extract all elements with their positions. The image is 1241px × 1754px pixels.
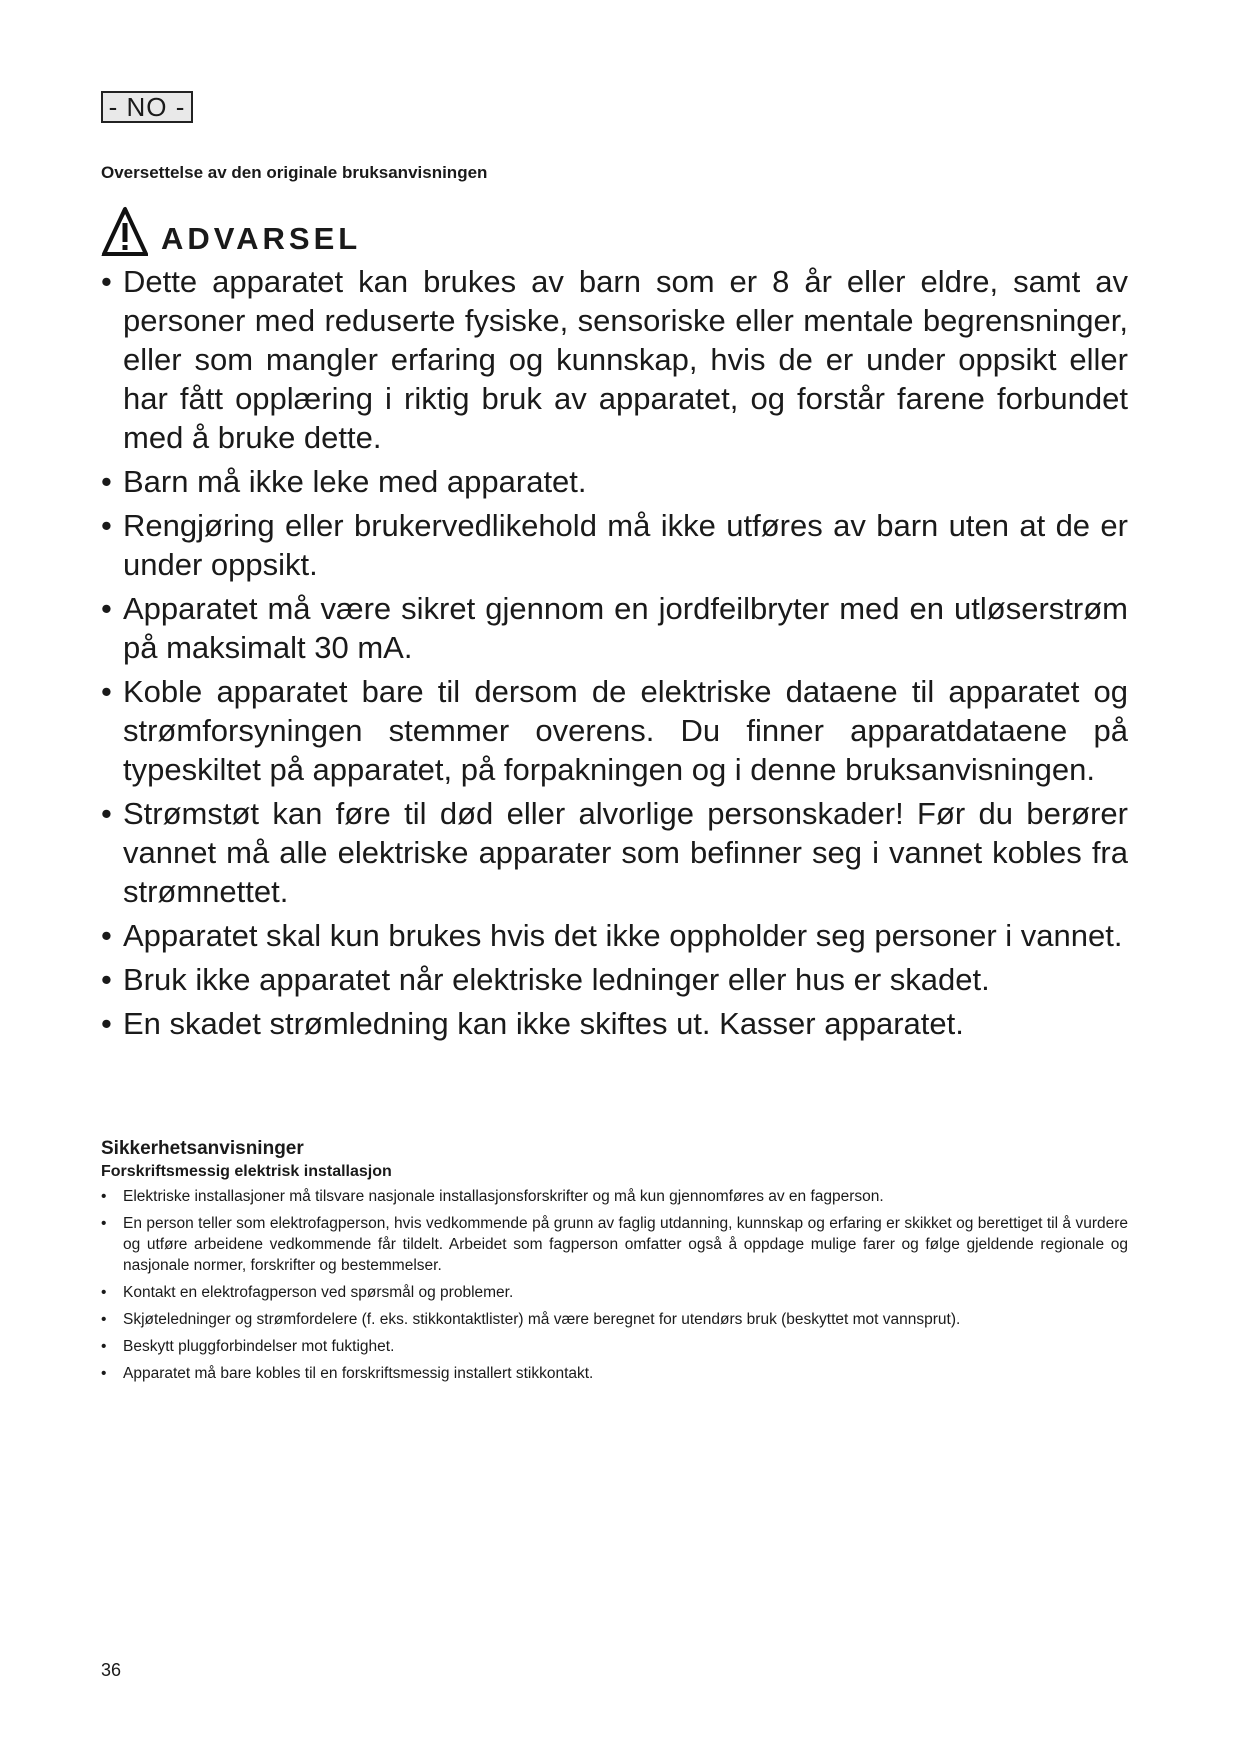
safety-item: • Kontakt en elektrofagperson ved spørsmål og problemer. [101, 1282, 1128, 1303]
warning-item: • Apparatet må være sikret gjennom en jordfeilbryter med en utløserstrøm på maksimalt 30 mA. [101, 589, 1128, 667]
warning-list [101, 262, 1128, 1048]
page-number: 36 [101, 1660, 122, 1680]
safety-heading: Sikkerhetsanvisninger [101, 1138, 304, 1159]
warning-item: • Strømstøt kan føre til død eller alvorlige personskader! Før du berører vannet må alle elektriske apparater som befinner seg i vannet kobles fra strømnettet. [101, 794, 1128, 911]
warning-item: • Bruk ikke apparatet når elektriske ledninger eller hus er skadet. [101, 960, 1128, 999]
language-tag: - NO - [101, 91, 193, 123]
safety-item: • Apparatet må bare kobles til en forskriftsmessig installert stikkontakt. [101, 1363, 1128, 1384]
safety-item: • Elektriske installasjoner må tilsvare nasjonale installasjonsforskrifter og må kun gjennomføres av en fagperson. [101, 1186, 1128, 1207]
safety-section [101, 1137, 1128, 1390]
warning-item: • Koble apparatet bare til dersom de elektriske dataene til apparatet og strømforsyningen stemmer overens. Du finner apparatdataene på typeskiltet på apparatet, på forpakningen og i denne bruksanvisningen. [101, 672, 1128, 789]
safety-item: • Beskytt pluggforbindelser mot fuktighet. [101, 1336, 1128, 1357]
warning-header [101, 206, 361, 258]
warning-triangle-icon [101, 206, 157, 258]
warning-item: • Barn må ikke leke med apparatet. [101, 462, 1128, 501]
warning-item: • Apparatet skal kun brukes hvis det ikke oppholder seg personer i vannet. [101, 916, 1128, 955]
warning-item: • Rengjøring eller brukervedlikehold må ikke utføres av barn uten at de er under oppsikt. [101, 506, 1128, 584]
warning-item: • Dette apparatet kan brukes av barn som er 8 år eller eldre, samt av personer med reduserte fysiske, sensoriske eller mentale begrensninger, eller som mangler erfaring og kunnskap, hvis de er under oppsikt eller har fått opplæring i riktig bruk av apparatet, og forstår farene forbundet med å bruke dette. [101, 262, 1128, 457]
safety-subheading: Forskriftsmessig elektrisk installasjon [101, 1163, 392, 1180]
warning-item: • En skadet strømledning kan ikke skiftes ut. Kasser apparatet. [101, 1004, 1128, 1043]
document-subtitle: Oversettelse av den originale bruksanvisningen [101, 163, 488, 182]
warning-title: ADVARSEL [161, 221, 362, 256]
safety-item: • En person teller som elektrofagperson, hvis vedkommende på grunn av faglig utdanning, kunnskap og erfaring er skikket og berettiget til å vurdere og utføre arbeidene vedkommende får tildelt. Arbeidet som fagperson omfatter også å oppdage mulige farer og følge gjeldende regionale og nasjonale normer, forskrifter og bestemmelser. [101, 1213, 1128, 1276]
safety-list [101, 1186, 1128, 1384]
safety-item: • Skjøteledninger og strømfordelere (f. eks. stikkontaktlister) må være beregnet for utendørs bruk (beskyttet mot vannsprut). [101, 1309, 1128, 1330]
